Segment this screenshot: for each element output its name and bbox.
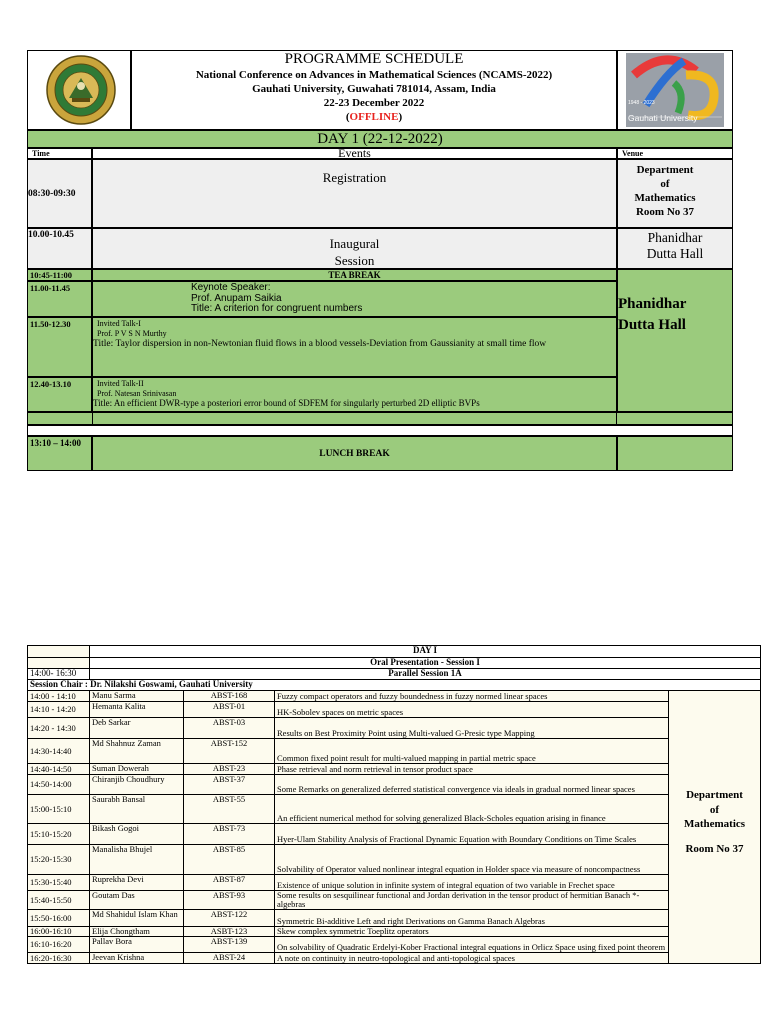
lunch-time: 13:10 – 14:00 [27, 436, 92, 471]
invited-talk-1-label: Invited Talk-I [97, 319, 141, 328]
session-row-title: Existence of unique solution in infinite system of integral equation of two variable in Frechet space [275, 875, 669, 891]
session-row-abstract-id: ABST-87 [184, 875, 275, 891]
session-row-time: 15:30-15:40 [28, 875, 90, 891]
session-row-time: 15:20-15:30 [28, 845, 90, 875]
inaugural-venue [617, 228, 733, 269]
session-row-title: Common fixed point result for multi-valued mapping in partial metric space [275, 739, 669, 764]
conference-address: Gauhati University, Guwahati 781014, Assam, India [252, 83, 496, 95]
spacer-row-2 [27, 425, 733, 436]
session-row-title: Symmetric Bi-additive Left and right Derivations on Gamma Banach Algebras [275, 910, 669, 927]
reg-venue-line1: Department [636, 164, 694, 176]
session-row-time: 15:10-15:20 [28, 824, 90, 845]
keynote-time: 11.00-11.45 [27, 281, 92, 317]
session-row-abstract-id: ABST-23 [184, 764, 275, 775]
registration-event: Registration [322, 170, 387, 185]
session-row-time: 14:50-14:00 [28, 775, 90, 795]
registration-time: 08:30-09:30 [27, 159, 92, 228]
registration-event-cell [92, 159, 617, 228]
logo-years: 1948 - 2023 [628, 100, 655, 106]
session-row [28, 891, 761, 910]
session-row [28, 910, 761, 927]
session-row-title: An efficient numerical method for solving generalized Black-Scholes equation arising in finance [275, 795, 669, 824]
session-row-presenter: Deb Sarkar [90, 718, 184, 739]
session-row-abstract-id: ABST-152 [184, 739, 275, 764]
inaugural-time: 10.00-10.45 [27, 228, 92, 269]
session-row-time: 15:00-15:10 [28, 795, 90, 824]
col-events-header [92, 148, 617, 159]
session-venue-line4: Room No 37 [685, 842, 744, 855]
keynote-speaker: Prof. Anupam Saikia [191, 292, 282, 304]
session-row-abstract-id: ABST-55 [184, 795, 275, 824]
session-row-presenter: Chiranjib Choudhury [90, 775, 184, 795]
hall-venue-line1: Phanidhar [618, 296, 687, 312]
session-day-label: DAY I [90, 646, 761, 658]
session-row-title: Skew complex symmetric Toeplitz operators [275, 927, 669, 937]
tea-event: TEA BREAK [92, 269, 617, 281]
session-row-presenter: Saurabh Bansal [90, 795, 184, 824]
session-row-abstract-id: ABST-85 [184, 845, 275, 875]
lunch-venue [617, 436, 733, 471]
session-row-time: 14:40-14:50 [28, 764, 90, 775]
session-row-abstract-id: ABST-139 [184, 937, 275, 953]
session-row [28, 927, 761, 937]
invited-talk-1-event [92, 317, 617, 377]
session-row-abstract-id: ABST-122 [184, 910, 275, 927]
session-row-presenter: Md Shahidul Islam Khan [90, 910, 184, 927]
col-time-header: Time [27, 148, 92, 159]
session-venue-line3: Mathematics [683, 818, 746, 830]
mode-paren-open: ( [345, 111, 350, 123]
invited-talk-1-title: Title: Taylor dispersion in non-Newtonian fluid flows in a blood vessels-Deviation from Gaussianity at small time flow [93, 339, 547, 349]
day1-title-bar [27, 130, 733, 148]
session-row-presenter: Elija Chongtham [90, 927, 184, 937]
session-row-abstract-id: ABST-93 [184, 891, 275, 910]
session-row-time: 14:00 - 14:10 [28, 691, 90, 702]
session-venue-line1: Department [686, 789, 743, 801]
col-venue-header: Venue [617, 148, 733, 159]
session-header-blank [28, 646, 90, 658]
session-row-title: Solvability of Operator valued nonlinear integral equation in Holder space via measure of noncompactness [275, 845, 669, 875]
reg-venue-line3: Mathematics [634, 192, 696, 204]
session-time-range: 14:00- 16:30 [28, 669, 90, 680]
conference-mode [131, 111, 617, 124]
session-row-abstract-id: ASBT-123 [184, 927, 275, 937]
invited-talk-1-time: 11.50-12.30 [27, 317, 92, 377]
session-row-title: Phase retrieval and norm retrieval in tensor product space [275, 764, 669, 775]
session-row [28, 718, 761, 739]
keynote-event [92, 281, 617, 317]
mode-paren-close: ) [398, 111, 403, 123]
invited-talk-2-label: Invited Talk-II [97, 379, 144, 388]
invited-talk-2-event [92, 377, 617, 412]
inaugural-venue-line1: Phanidhar [647, 230, 703, 245]
hall-venue-line2: Dutta Hall [618, 317, 686, 333]
session-row-presenter: Jeevan Krishna [90, 953, 184, 964]
logo-caption: Gauhati University [628, 113, 698, 123]
lunch-event [92, 436, 617, 471]
inaugural-event-cell [92, 228, 617, 269]
session-row-presenter: Bikash Gogoi [90, 824, 184, 845]
session-row-time: 16:20-16:30 [28, 953, 90, 964]
conference-name: National Conference on Advances in Mathematical Sciences (NCAMS-2022) [195, 69, 553, 81]
conference-dates: 22-23 December 2022 [323, 97, 425, 109]
session-row [28, 824, 761, 845]
session-row-time: 14:10 - 14:20 [28, 702, 90, 718]
inaugural-venue-line2: Dutta Hall [646, 246, 704, 261]
session-row-title: On solvability of Quadratic Erdelyi-Kober Fractional integral equations in Orlicz Space using fixed point theorem [275, 937, 669, 953]
session-row [28, 937, 761, 953]
session-row-time: 15:50-16:00 [28, 910, 90, 927]
session-row [28, 764, 761, 775]
page-title: PROGRAMME SCHEDULE [284, 51, 464, 67]
session-oral-label: Oral Presentation - Session I [90, 658, 761, 669]
session-row-abstract-id: ABST-168 [184, 691, 275, 702]
session-row-abstract-id: ABST-24 [184, 953, 275, 964]
session-row [28, 953, 761, 964]
session-row-time: 16:10-16:20 [28, 937, 90, 953]
col-events-label: Events [338, 148, 371, 159]
session-row-title: Some results on sesquilinear functional and Jordan derivation in the tensor product of hermitian Banach *-algebras [275, 891, 669, 910]
session-row-presenter: Pallav Bora [90, 937, 184, 953]
session-row-time: 14:20 - 14:30 [28, 718, 90, 739]
session-row-time: 15:40-15:50 [28, 891, 90, 910]
inaugural-event-line2: Session [334, 253, 375, 268]
session-row-title: Results on Best Proximity Point using Multi-valued G-Presic type Mapping [275, 718, 669, 739]
session-row-title: Fuzzy compact operators and fuzzy boundedness in fuzzy normed linear spaces [275, 691, 669, 702]
session-row [28, 845, 761, 875]
keynote-title: Title: A criterion for congruent numbers [191, 303, 363, 314]
session-row-presenter: Hemanta Kalita [90, 702, 184, 718]
session-row [28, 691, 761, 702]
session-table [27, 645, 761, 964]
session-row [28, 739, 761, 764]
spacer-row-1-vline [92, 412, 617, 425]
session-row-abstract-id: ABST-37 [184, 775, 275, 795]
invited-talk-1-speaker: Prof. P V S N Murthy [97, 328, 167, 338]
session-header-blank-2 [28, 658, 90, 669]
session-row-title: A note on continuity in neutro-topological and anti-topological spaces [275, 953, 669, 964]
tea-time: 10:45-11:00 [27, 269, 92, 281]
invited-talk-2-title: Title: An efficient DWR-type a posteriori error bound of SDFEM for singularly perturbed 2D elliptic BVPs [93, 398, 480, 408]
session-chair: Session Chair : Dr. Nilakshi Goswami, Gauhati University [28, 680, 761, 691]
session-row-presenter: Manalisha Bhujel [90, 845, 184, 875]
session-row-presenter: Manu Sarma [90, 691, 184, 702]
session-row-presenter: Md Shahnuz Zaman [90, 739, 184, 764]
session-venue [669, 691, 761, 964]
reg-venue-line4: Room No 37 [635, 206, 695, 218]
university-seal-logo [42, 54, 120, 126]
session-row-presenter: Goutam Das [90, 891, 184, 910]
keynote-label: Keynote Speaker: [191, 282, 271, 293]
offline-label: OFFLINE [349, 111, 399, 123]
session-row [28, 775, 761, 795]
session-row [28, 702, 761, 718]
session-parallel-label: Parallel Session 1A [90, 669, 761, 680]
reg-venue-line2: of [660, 178, 670, 190]
session-row-time: 16:00-16:10 [28, 927, 90, 937]
session-row-abstract-id: ABST-73 [184, 824, 275, 845]
day1-title: DAY 1 (22-12-2022) [317, 130, 443, 147]
session-row-title: Hyer-Ulam Stability Analysis of Fractional Dynamic Equation with Boundary Conditions on Time Scales [275, 824, 669, 845]
invited-talk-2-time: 12.40-13.10 [27, 377, 92, 412]
session-row [28, 875, 761, 891]
session-row-time: 14:30-14:40 [28, 739, 90, 764]
registration-venue [617, 159, 733, 228]
session-row-presenter: Ruprekha Devi [90, 875, 184, 891]
session-row [28, 795, 761, 824]
session-venue-line2: of [709, 803, 720, 816]
hall-venue [617, 269, 733, 412]
invited-talk-2-speaker: Prof. Natesan Srinivasan [97, 388, 177, 398]
session-row-title: HK-Sobolev spaces on metric spaces [275, 702, 669, 718]
session-row-presenter: Suman Dowerah [90, 764, 184, 775]
lunch-label: LUNCH BREAK [319, 448, 390, 459]
session-row-abstract-id: ABST-03 [184, 718, 275, 739]
inaugural-event-line1: Inaugural [329, 236, 380, 251]
session-row-title: Some Remarks on generalized deferred statistical convergence via ideals in gradual normed linear spaces [275, 775, 669, 795]
session-row-abstract-id: ABST-01 [184, 702, 275, 718]
gauhati-75-logo [626, 53, 724, 127]
